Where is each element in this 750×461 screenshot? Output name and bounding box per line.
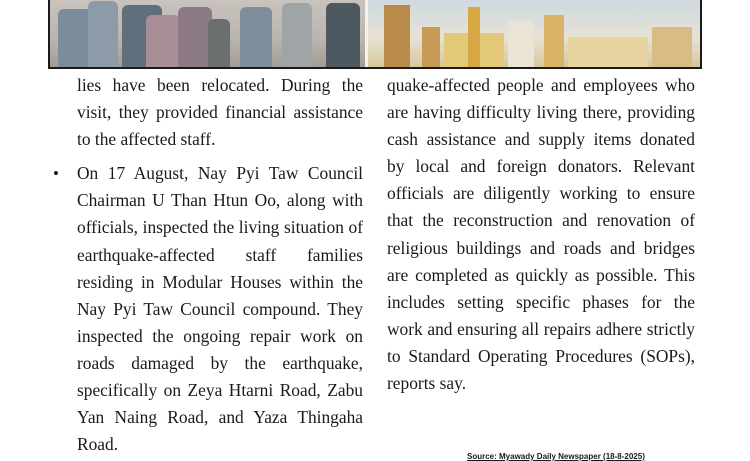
header-photo-strip xyxy=(48,0,702,69)
article-left-column xyxy=(53,72,363,458)
photo-officials xyxy=(50,0,365,67)
article-paragraph: lies have been relocated. During the visit, they provided financial assistance to the affected staff. xyxy=(77,75,363,150)
article-right-column xyxy=(387,72,695,397)
source-credit: Source: Myawady Daily Newspaper (18-8-2025) xyxy=(467,452,645,461)
article-paragraph: quake-affected people and employees who are having difficulty living there, providing cash assistance and supply items donated by local and foreign donators. Relevant officials are diligently working to ensure that the reconstruction and renovation of religious buildings and roads and bridges are completed as quickly as possible. This includes setting specific phases for the work and ensuring all repairs adhere strictly to Standard Operating Procedures (SOPs), reports say. xyxy=(387,75,695,394)
bullet-text: On 17 August, Nay Pyi Taw Council Chairman U Than Htun Oo, along with officials, inspected the living situation of earthquake-affected staff families residing in Modular Houses within the Nay Pyi Taw Council compound. They inspected the ongoing repair work on roads damaged by the earthquake, specifically on Zeya Htarni Road, Zabu Yan Naing Road, and Yaza Thingaha Road. xyxy=(77,163,363,455)
bullet-icon: • xyxy=(53,164,59,184)
photo-pagoda xyxy=(368,0,700,67)
bullet-list-item xyxy=(53,160,363,458)
